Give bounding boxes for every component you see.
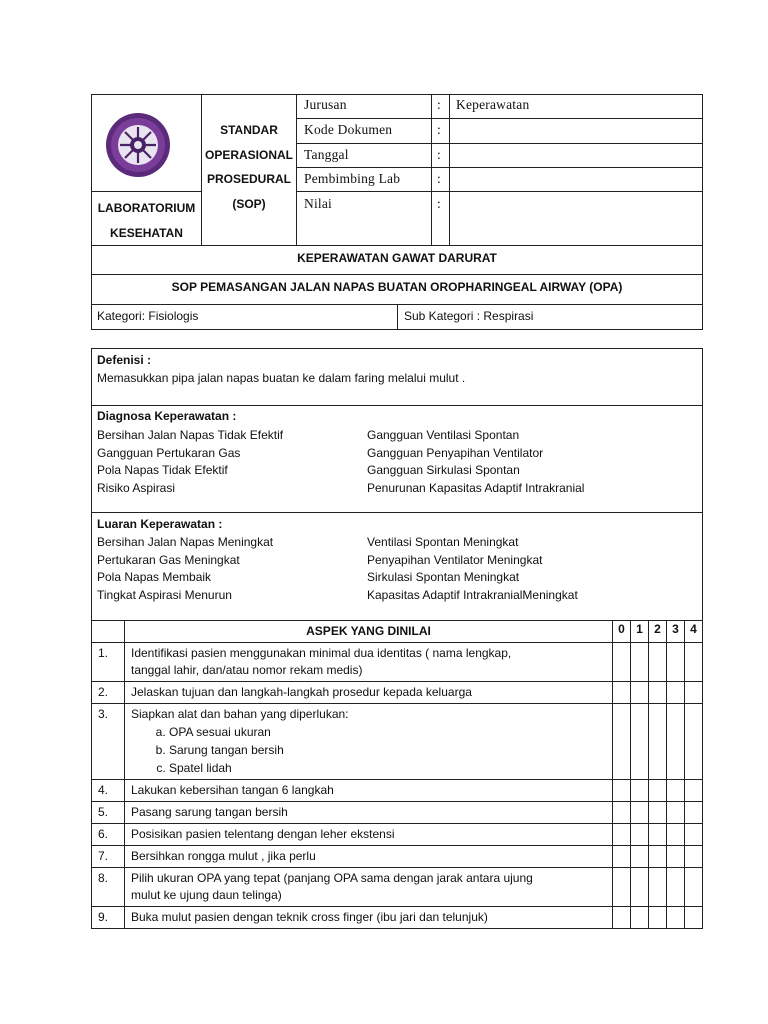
score-cell[interactable]: [649, 802, 667, 824]
row-number: 5.: [92, 802, 125, 824]
score-cell[interactable]: [667, 780, 685, 802]
score-cell[interactable]: [613, 868, 631, 907]
score-cell[interactable]: [649, 907, 667, 929]
score-cell[interactable]: [667, 824, 685, 846]
score-cell[interactable]: [667, 868, 685, 907]
row-text: Pilih ukuran OPA yang tepat (panjang OPA sama dengan jarak antara ujung mulut ke ujung daun telinga): [125, 868, 613, 907]
score-cell[interactable]: [631, 846, 649, 868]
score-cell[interactable]: [685, 682, 703, 704]
title-keperawatan: KEPERAWATAN GAWAT DARURAT: [297, 251, 497, 265]
score-cell[interactable]: [667, 802, 685, 824]
defenisi-text: Memasukkan pipa jalan napas buatan ke dalam faring melalui mulut .: [97, 371, 466, 385]
list-item: b. Sarung tangan bersih: [169, 741, 606, 759]
diagnosa-left-list: [97, 427, 283, 497]
list-item: Gangguan Sirkulasi Spontan: [367, 463, 520, 477]
field-label-jurusan: Jurusan: [304, 97, 347, 112]
score-cell[interactable]: [667, 682, 685, 704]
score-cell[interactable]: [649, 682, 667, 704]
row-number: 9.: [92, 907, 125, 929]
score-cell[interactable]: [685, 780, 703, 802]
list-item: c. Spatel lidah: [169, 759, 606, 777]
aspek-table: [91, 620, 703, 929]
sub-kategori: Sub Kategori : Respirasi: [404, 309, 534, 323]
list-item: a. OPA sesuai ukuran: [169, 723, 606, 741]
field-sep: :: [437, 171, 441, 186]
list-item: Tingkat Aspirasi Menurun: [97, 587, 232, 602]
list-item: Gangguan Ventilasi Spontan: [367, 428, 520, 442]
score-cell[interactable]: [631, 907, 649, 929]
field-sep: :: [437, 97, 441, 112]
score-cell[interactable]: [613, 907, 631, 929]
field-sep: :: [437, 122, 441, 137]
list-item: Penurunan Kapasitas Adaptif Intrakranial: [367, 480, 585, 495]
list-item: Pertukaran Gas Meningkat: [97, 552, 240, 567]
table-row: [92, 907, 703, 929]
row-text: Identifikasi pasien menggunakan minimal dua identitas ( nama lengkap, tanggal lahir, dan/atau nomor rekam medis): [125, 643, 613, 682]
field-label-kode-dokumen: Kode Dokumen: [304, 122, 393, 137]
list-item: Gangguan Pertukaran Gas: [97, 445, 241, 460]
score-cell[interactable]: [631, 704, 649, 780]
score-cell[interactable]: [613, 682, 631, 704]
luaran-left-list: [97, 534, 273, 604]
score-cell[interactable]: [613, 802, 631, 824]
diagnosa-label: Diagnosa Keperawatan :: [97, 409, 237, 423]
university-logo: [104, 111, 172, 179]
score-cell[interactable]: [631, 780, 649, 802]
score-cell[interactable]: [631, 643, 649, 682]
score-cell[interactable]: [685, 802, 703, 824]
field-label-tanggal: Tanggal: [304, 147, 349, 162]
score-cell[interactable]: [667, 907, 685, 929]
score-cell[interactable]: [649, 846, 667, 868]
field-value-jurusan: Keperawatan: [456, 97, 530, 112]
score-cell[interactable]: [613, 780, 631, 802]
score-cell[interactable]: [649, 868, 667, 907]
title-sop: SOP PEMASANGAN JALAN NAPAS BUATAN OROPHARINGEAL AIRWAY (OPA): [171, 280, 623, 294]
score-cell[interactable]: [649, 824, 667, 846]
diagnosa-right-list: [367, 427, 584, 497]
list-item: Pola Napas Membaik: [97, 570, 212, 584]
score-header: 3: [667, 621, 685, 643]
table-row: [92, 846, 703, 868]
luaran-right-list: [367, 534, 578, 604]
score-cell[interactable]: [631, 868, 649, 907]
list-item: Gangguan Penyapihan Ventilator: [367, 445, 544, 460]
score-cell[interactable]: [685, 846, 703, 868]
row-text: Lakukan kebersihan tangan 6 langkah: [125, 780, 613, 802]
row-text: Pasang sarung tangan bersih: [125, 802, 613, 824]
defenisi-label: Defenisi :: [97, 353, 152, 367]
score-cell[interactable]: [649, 704, 667, 780]
list-item: Kapasitas Adaptif IntrakranialMeningkat: [367, 587, 578, 602]
row-number: 7.: [92, 846, 125, 868]
score-header: 1: [631, 621, 649, 643]
row-text: Buka mulut pasien dengan teknik cross finger (ibu jari dan telunjuk): [125, 907, 613, 929]
score-cell[interactable]: [667, 643, 685, 682]
table-row: [92, 802, 703, 824]
score-cell[interactable]: [649, 643, 667, 682]
list-item: Risiko Aspirasi: [97, 480, 176, 495]
row-text: Bersihkan rongga mulut , jika perlu: [125, 846, 613, 868]
list-item: Bersihan Jalan Napas Tidak Efektif: [97, 428, 284, 442]
sop-title: STANDAR OPERASIONAL PROSEDURAL (SOP): [204, 123, 293, 212]
row-number: 6.: [92, 824, 125, 846]
row-number: 4.: [92, 780, 125, 802]
lab-label: LABORATORIUM KESEHATAN: [97, 201, 196, 240]
luaran-label: Luaran Keperawatan :: [97, 517, 223, 531]
field-label-nilai: Nilai: [304, 196, 332, 211]
table-row: [92, 643, 703, 682]
score-cell[interactable]: [667, 846, 685, 868]
score-cell[interactable]: [613, 824, 631, 846]
table-row: [92, 868, 703, 907]
score-cell[interactable]: [649, 780, 667, 802]
score-cell[interactable]: [667, 704, 685, 780]
score-header: 0: [613, 621, 631, 643]
table-row: [92, 682, 703, 704]
score-header: 4: [685, 621, 703, 643]
field-label-pembimbing-lab: Pembimbing Lab: [304, 171, 401, 186]
score-cell[interactable]: [613, 704, 631, 780]
table-row: [92, 824, 703, 846]
list-item: Bersihan Jalan Napas Meningkat: [97, 535, 274, 549]
table-header-row: [92, 621, 703, 643]
aspek-header: ASPEK YANG DINILAI: [125, 621, 613, 643]
score-cell[interactable]: [685, 704, 703, 780]
list-item: Sirkulasi Spontan Meningkat: [367, 570, 520, 584]
field-sep: :: [437, 147, 441, 162]
row-text: Jelaskan tujuan dan langkah-langkah prosedur kepada keluarga: [125, 682, 613, 704]
score-cell[interactable]: [685, 824, 703, 846]
score-cell[interactable]: [631, 824, 649, 846]
list-item: Ventilasi Spontan Meningkat: [367, 535, 519, 549]
row-number: 2.: [92, 682, 125, 704]
row-number: 8.: [92, 868, 125, 907]
list-item: Pola Napas Tidak Efektif: [97, 463, 228, 477]
score-cell[interactable]: [613, 643, 631, 682]
score-cell[interactable]: [685, 907, 703, 929]
table-row: [92, 704, 703, 780]
score-cell[interactable]: [631, 802, 649, 824]
score-cell[interactable]: [631, 682, 649, 704]
field-sep: :: [437, 196, 441, 211]
kategori: Kategori: Fisiologis: [97, 309, 199, 323]
table-row: [92, 780, 703, 802]
row-number: 1.: [92, 643, 125, 682]
row-text: Posisikan pasien telentang dengan leher ekstensi: [125, 824, 613, 846]
score-header: 2: [649, 621, 667, 643]
list-item: Penyapihan Ventilator Meningkat: [367, 552, 543, 567]
row-number: 3.: [92, 704, 125, 780]
score-cell[interactable]: [685, 643, 703, 682]
row-text: Siapkan alat dan bahan yang diperlukan: a. OPA sesuai ukuran b. Sarung tangan bersih c. Spatel lidah: [125, 704, 613, 780]
score-cell[interactable]: [685, 868, 703, 907]
score-cell[interactable]: [613, 846, 631, 868]
